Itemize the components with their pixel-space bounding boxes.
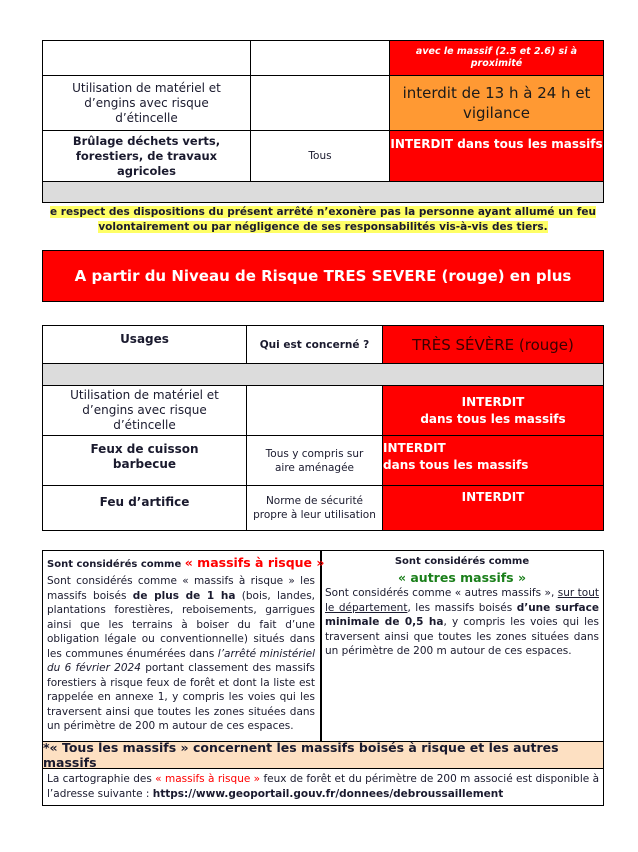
rule-text: avec le massif (2.5 et 2.6) si à proximité xyxy=(415,46,578,69)
table-cell-usage xyxy=(42,385,247,436)
usage-text: Feu d’artifice xyxy=(99,495,190,509)
table-cell-who xyxy=(250,75,390,131)
table-cell-usage xyxy=(42,485,247,531)
text-part: Sont considérés comme « massifs à risque » les massifs boisés xyxy=(47,575,315,602)
table-cell-rule xyxy=(382,485,604,531)
table-cell-usage xyxy=(42,75,251,131)
table-cell-who xyxy=(246,485,383,531)
definition-body xyxy=(47,574,315,734)
cartography-note xyxy=(47,772,599,801)
table-cell-rule xyxy=(389,75,604,131)
table-cell-rule xyxy=(389,40,604,76)
header-text: Usages xyxy=(120,332,169,346)
text-underline: sur tout le département xyxy=(325,587,599,614)
table-cell-who xyxy=(246,435,383,486)
who-text: Tous y compris sur aire aménagée xyxy=(265,447,364,474)
header-text: Qui est concerné ? xyxy=(259,338,370,351)
text-bold: d’une surface minimale de 0,5 ha xyxy=(325,601,599,628)
title-highlight: « massifs à risque » xyxy=(184,555,325,570)
definition-title xyxy=(325,554,599,586)
table-spacer-row xyxy=(42,363,604,386)
text-italic: l’arrêté ministériel du 6 février 2024 xyxy=(47,647,315,674)
table-header-usage xyxy=(42,325,247,364)
table-spacer-row xyxy=(42,181,604,203)
banner-title: A partir du Niveau de Risque TRES SEVERE (rouge) en plus xyxy=(74,267,572,285)
definition-other-massifs xyxy=(325,554,599,659)
text-part: , les massifs boisés xyxy=(407,601,517,614)
rule-text: interdit de 13 h à 24 h et vigilance xyxy=(402,84,591,122)
note-line-1: e respect des dispositions du présent arrêté n’exonère pas la personne ayant allumé un feu xyxy=(50,206,596,218)
table-header-level xyxy=(382,325,604,364)
who-text: Norme de sécurité propre à leur utilisation xyxy=(253,495,376,521)
text-part: feux de forêt et du périmètre de 200 m associé est disponible à l’adresse suivante : xyxy=(47,773,600,800)
who-text: Tous xyxy=(308,150,332,162)
footnote-text: *« Tous les massifs » concernent les massifs boisés à risque et les autres massifs xyxy=(43,740,559,770)
table-header-who xyxy=(246,325,383,364)
text-part: (bois, landes, plantations forestières, reboisements, garrigues ainsi que les terrains à boiser du fait d’une obligation légale ou conventionnelle) situés dans les communes énumérées dans xyxy=(47,589,315,660)
text-part: Sont considérés comme « autres massifs », xyxy=(325,587,558,599)
title-highlight: « autres massifs » xyxy=(397,570,527,585)
title-prefix: Sont considérés comme xyxy=(47,559,182,570)
table-cell-rule xyxy=(382,435,604,486)
liability-note xyxy=(42,205,604,235)
definition-risk-massifs xyxy=(47,554,325,734)
note-line-2: volontairement ou par négligence de ses responsabilités vis-à-vis des tiers. xyxy=(98,221,548,233)
definition-body xyxy=(325,586,599,659)
table-cell-who xyxy=(246,385,383,436)
table-cell-who xyxy=(250,130,390,182)
table-cell-usage xyxy=(42,435,247,486)
text-part: , y compris les voies qui les traversent ainsi que toutes les zones situées dans un périmètre de 200 m autour de ces espaces. xyxy=(325,616,599,657)
header-text: TRÈS SÉVÈRE (rouge) xyxy=(412,335,574,354)
severity-banner xyxy=(42,250,604,302)
definition-title xyxy=(47,554,325,574)
text-part: portant classement des massifs forestiers à risque feux de forêt et dont la liste est rappelée en annexe 1, y compris les voies qui les traversent ainsi que toutes les zones situées dans un périmètre de 200 m autour de ces espaces. xyxy=(47,662,315,732)
usage-text: Brûlage déchets verts, forestiers, de travaux agricoles xyxy=(72,133,221,178)
usage-text: Feux de cuisson barbecue xyxy=(90,442,199,471)
table-cell-usage xyxy=(42,40,251,76)
geoportail-link[interactable]: https://www.geoportail.gouv.fr/donnees/debroussaillement xyxy=(152,787,504,800)
usage-text: Utilisation de matériel et d’engins avec risque d’étincelle xyxy=(70,388,219,432)
table-cell-rule xyxy=(389,130,604,182)
rule-sub: dans tous les massifs xyxy=(420,411,566,426)
text-red: « massifs à risque » xyxy=(155,773,261,785)
footnote-all-massifs xyxy=(42,741,604,769)
table-cell-who xyxy=(250,40,390,76)
rule-strong: INTERDIT xyxy=(461,394,525,409)
text-bold: de plus de 1 ha xyxy=(132,589,236,602)
title-prefix: Sont considérés comme xyxy=(394,556,530,567)
usage-text: Utilisation de matériel et d’engins avec risque d’étincelle xyxy=(72,80,221,125)
rule-text: INTERDIT dans tous les massifs xyxy=(390,137,603,151)
rule-strong: INTERDIT xyxy=(383,441,446,455)
table-cell-usage xyxy=(42,130,251,182)
table-cell-rule xyxy=(382,385,604,436)
definitions-divider xyxy=(320,550,322,742)
text-part: La cartographie des xyxy=(47,773,156,785)
rule-sub: dans tous les massifs xyxy=(383,458,529,472)
rule-strong: INTERDIT xyxy=(461,490,525,504)
